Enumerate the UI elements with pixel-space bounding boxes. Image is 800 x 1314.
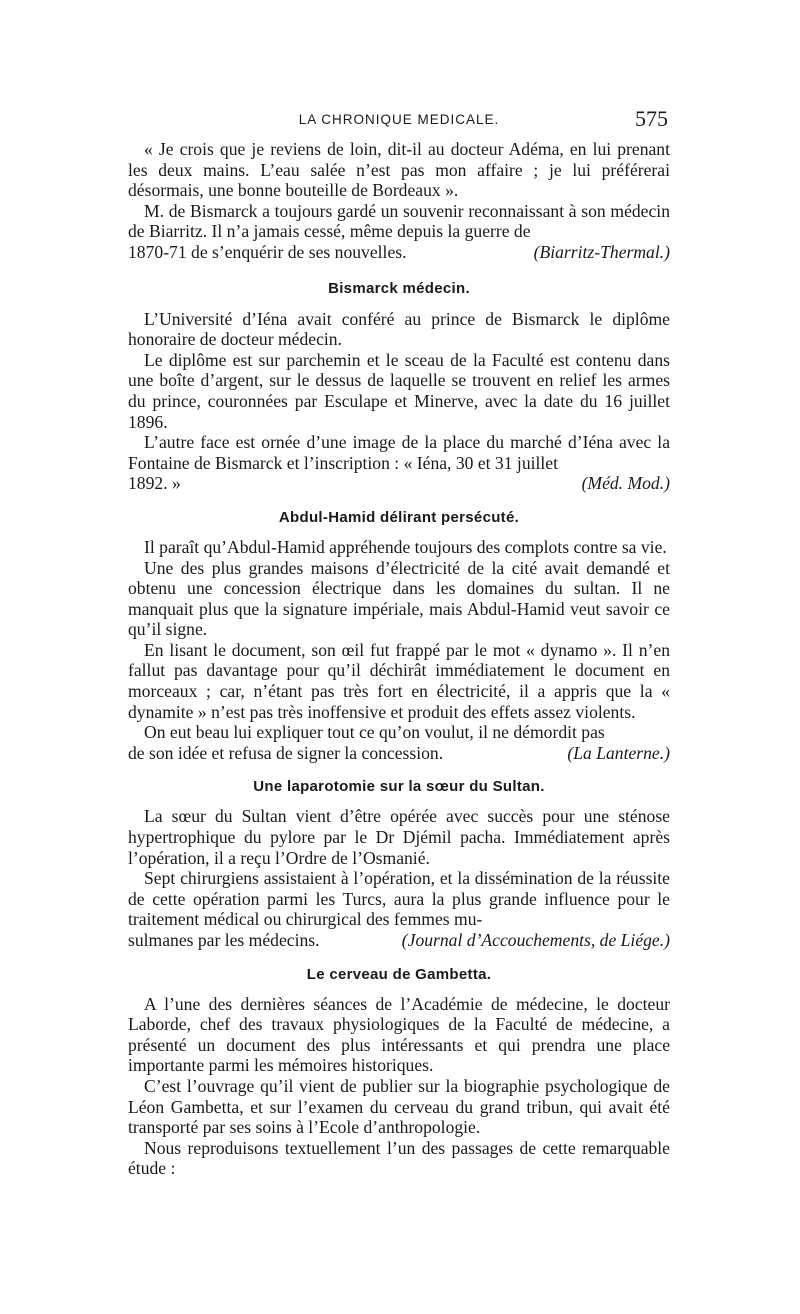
section-title: Une laparotomie sur la sœur du Sultan. <box>253 778 545 796</box>
section-title: Abdul-Hamid délirant persécuté. <box>278 508 520 526</box>
paragraph: L’autre face est ornée d’une image de la place du marché d’Iéna avec la Fontaine de Bismarck et l’inscription : « Iéna, 30 et 31 juillet <box>128 432 670 473</box>
paragraph: En lisant le document, son œil fut frappé par le mot « dynamo ». Il n’en fallut pas davantage pour qu’il déchirât immédiatement le document en morceaux ; car, n’étant pas très fort en électricité, il a appris que la « dynamite » n’est pas très inoffensive et produit des effets assez violents. <box>128 639 670 722</box>
paragraph: Le diplôme est sur parchemin et le sceau de la Faculté est contenu dans une boîte d’argent, sur le dessus de laquelle se trouvent en relief les armes du prince, couronnées par Esculape et Minerve, avec la date du 16 juillet 1896. <box>128 349 670 432</box>
paragraph: On eut beau lui expliquer tout ce qu’on voulut, il ne démordit pas <box>144 722 605 743</box>
paragraph: « Je crois que je reviens de loin, dit-il au docteur Adéma, en lui prenant les deux mains. L’eau salée n’est pas mon affaire ; je lui préférerai désormais, une bonne bouteille de Bordeaux ». <box>128 139 670 201</box>
source-citation: (Méd. Mod.) <box>581 473 670 494</box>
source-citation: (La Lanterne.) <box>567 742 670 763</box>
source-citation: (Journal d’Accouchements, de Liége.) <box>401 930 670 950</box>
paragraph-last-line: sulmanes par les médecins. <box>128 930 320 950</box>
section-title: Bismarck médecin. <box>328 279 470 297</box>
source-line <box>128 743 670 764</box>
paragraph-last-line: 1870-71 de s’enquérir de ses nouvelles. <box>128 241 407 262</box>
section-title: Le cerveau de Gambetta. <box>306 965 492 983</box>
paragraph-last-line: 1892. » <box>128 473 181 494</box>
source-citation: (Biarritz-Thermal.) <box>533 241 670 262</box>
paragraph: Une des plus grandes maisons d’électricité de la cité avait demandé et obtenu une concession électrique dans les domaines du sultan. Il ne manquait plus que la signature impériale, mais Abdul-Hamid veut savoir ce qu’il signe. <box>128 557 670 640</box>
paragraph: L’Université d’Iéna avait conféré au prince de Bismarck le diplôme honoraire de docteur médecin. <box>128 308 670 350</box>
journal-title: LA CHRONIQUE MEDICALE. <box>298 112 500 127</box>
paragraph: M. de Bismarck a toujours gardé un souvenir reconnaissant à son médecin de Biarritz. Il n’a jamais cessé, même depuis la guerre de <box>128 200 670 242</box>
running-head <box>128 106 670 134</box>
paragraph: A l’une des dernières séances de l’Académie de médecine, le docteur Laborde, chef des travaux physiologiques de la Faculté de médecine, a présenté un document des plus intéressants et qui prendra une place importante parmi les mémoires historiques. <box>128 993 670 1076</box>
source-line <box>128 930 670 951</box>
paragraph: Sept chirurgiens assistaient à l’opération, et la dissémination de la réussite de cette opération parmi les Turcs, aura la plus grande influence pour le traitement médical ou chirurgical des femmes mu- <box>128 868 670 930</box>
page-number: 575 <box>635 106 668 131</box>
article-body <box>128 139 670 1179</box>
paragraph: Il paraît qu’Abdul-Hamid appréhende toujours des complots contre sa vie. <box>144 536 667 557</box>
paragraph: C’est l’ouvrage qu’il vient de publier sur la biographie psychologique de Léon Gambetta, et sur l’examen du cerveau du grand tribun, qui avait été transporté par ses soins à l’Ecole d’anthropologie. <box>128 1075 670 1138</box>
paragraph-last-line: de son idée et refusa de signer la concession. <box>128 742 444 763</box>
paragraph: La sœur du Sultan vient d’être opérée avec succès pour une sténose hypertrophique du pylore par le Dr Djémil pacha. Immédiatement après l’opération, il a reçu l’Ordre de l’Osmanié. <box>128 806 670 868</box>
source-line <box>128 473 670 494</box>
paragraph: Nous reproduisons textuellement l’un des passages de cette remarquable étude : <box>128 1137 670 1179</box>
source-line <box>128 242 670 263</box>
